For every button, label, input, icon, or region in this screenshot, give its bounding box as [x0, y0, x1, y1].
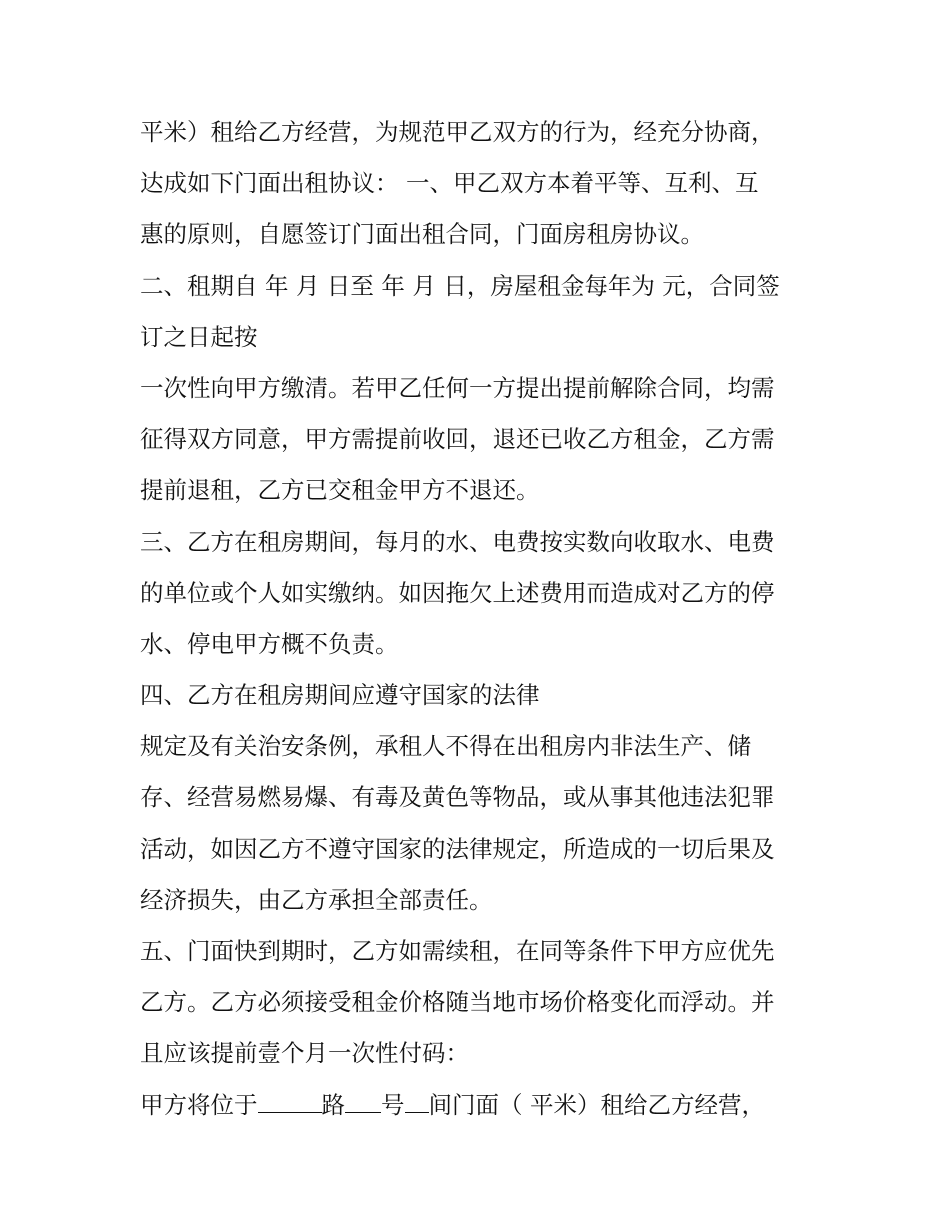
text-line: 乙方。乙方必须接受租金价格随当地市场价格变化而浮动。并: [140, 988, 775, 1017]
text-line: 提前退租，乙方已交租金甲方不退还。: [140, 476, 540, 505]
text-line: 一次性向甲方缴清。若甲乙任何一方提出提前解除合同，均需: [140, 373, 775, 402]
text-line: 四、乙方在租房期间应遵守国家的法律: [140, 681, 540, 710]
text-line: 征得双方同意，甲方需提前收回，退还已收乙方租金，乙方需: [140, 425, 775, 454]
text-line: 规定及有关治安条例，承租人不得在出租房内非法生产、储: [140, 732, 751, 761]
text-line: 二、租期自 年 月 日至 年 月 日，房屋租金每年为 元，合同签: [140, 271, 780, 300]
text-fragment: 号: [381, 1090, 405, 1119]
text-line: 水、停电甲方概不负责。: [140, 629, 399, 658]
text-line: 经济损失，由乙方承担全部责任。: [140, 885, 493, 914]
text-line: 惠的原则，自愿签订门面出租合同，门面房租房协议。: [140, 220, 704, 249]
text-line: 的单位或个人如实缴纳。如因拖欠上述费用而造成对乙方的停: [140, 578, 775, 607]
blank-field-number: [345, 1092, 381, 1113]
text-line: 存、经营易燃易爆、有毒及黄色等物品，或从事其他违法犯罪: [140, 783, 775, 812]
blank-field-rooms: [405, 1092, 429, 1113]
text-line: 平米）租给乙方经营，为规范甲乙双方的行为，经充分协商，: [140, 118, 775, 146]
text-fragment: 路: [321, 1090, 345, 1119]
text-line: 且应该提前壹个月一次性付码：: [140, 1039, 469, 1068]
document-body: [140, 107, 820, 1131]
text-fragment: 间门面（ 平米）租给乙方经营，: [428, 1090, 765, 1119]
blank-field-road: [258, 1092, 322, 1113]
text-line: 达成如下门面出租协议： 一、甲乙双方本着平等、互利、互: [140, 169, 759, 198]
text-line-with-blanks: [140, 1080, 820, 1131]
text-line: 订之日起按: [140, 322, 258, 351]
text-fragment: 甲方将位于: [140, 1090, 258, 1119]
text-line: 活动，如因乙方不遵守国家的法律规定，所造成的一切后果及: [140, 834, 775, 863]
text-line: 五、门面快到期时，乙方如需续租，在同等条件下甲方应优先: [140, 937, 775, 965]
text-line: 三、乙方在租房期间，每月的水、电费按实数向收取水、电费: [140, 527, 775, 556]
